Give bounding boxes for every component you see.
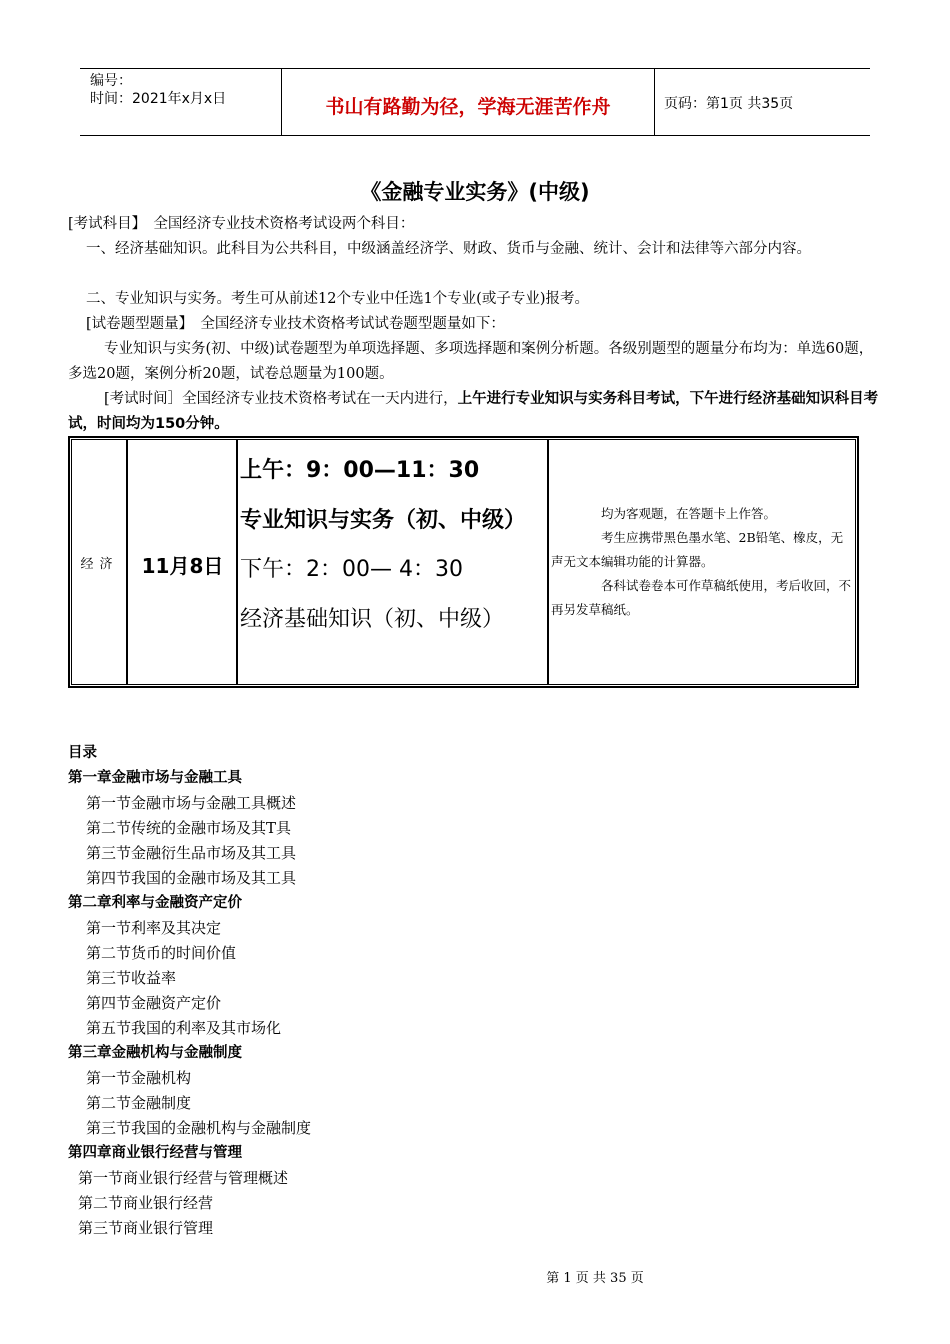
subject-two-paragraph: 二、专业知识与实务。考生可从前述12个专业中任选1个专业(或子专业)报考。 — [86, 291, 589, 307]
footer-page-number: 第 1 页 共 35 页 — [546, 1271, 644, 1286]
note-supplies: 考生应携带黑色墨水笔、2B铅笔、橡皮，无声无文本编辑功能的计算器。 — [551, 530, 844, 569]
header-time: 时间：2021年x月x日 — [90, 91, 227, 107]
question-types-paragraph: [试卷题型题量】 全国经济专业技术资格考试试卷题型题量如下： — [86, 316, 505, 332]
toc-chapter: 第二章利率与金融资产定价 — [68, 895, 242, 911]
toc-section: 第一节金融机构 — [86, 1069, 192, 1087]
toc-section: 第二节传统的金融市场及其T具 — [86, 819, 292, 837]
note-scratch-paper: 各科试卷卷本可作草稿纸使用，考后收回，不再另发草稿纸。 — [551, 578, 852, 617]
afternoon-subject: 经济基础知识（初、中级） — [240, 606, 505, 632]
header-motto: 书山有路勤为径，学海无涯苦作舟 — [325, 96, 611, 118]
toc-section: 第四节金融资产定价 — [86, 994, 222, 1012]
toc-section: 第三节金融衍生品市场及其工具 — [86, 844, 297, 862]
page-footer — [0, 1267, 950, 1286]
table-column-divider — [236, 439, 238, 685]
toc-chapter: 第四章商业银行经营与管理 — [68, 1145, 242, 1161]
toc-chapter: 第三章金融机构与金融制度 — [68, 1045, 242, 1061]
morning-time: 上午：9：00—11：30 — [240, 458, 480, 483]
table-cell-schedule — [240, 446, 545, 644]
toc-chapter: 第一章金融市场与金融工具 — [68, 770, 242, 786]
header-top-rule — [80, 68, 870, 69]
toc-section: 第二节金融制度 — [86, 1094, 192, 1112]
exam-subjects-paragraph: [考试科目】 全国经济专业技术资格考试设两个科目： — [68, 216, 415, 232]
question-distribution-paragraph: 专业知识与实务(初、中级)试卷题型为单项选择题、多项选择题和案例分析题。各级别题型的题量分布均为：单选60题，多选20题，案例分析20题，试卷总题量为100题。 — [68, 341, 874, 382]
toc-section: 第二节货币的时间价值 — [86, 944, 237, 962]
table-of-contents — [68, 741, 768, 1241]
toc-section: 第三节商业银行管理 — [78, 1219, 214, 1237]
header-number: 编号： — [90, 73, 132, 89]
header-bottom-rule — [80, 135, 870, 136]
subject-one-paragraph: 一、经济基础知识。此科目为公共科目，中级涵盖经济学、财政、货币与金融、统计、会计和法律等六部分内容。 — [86, 241, 811, 257]
table-cell-date: 11月8日 — [141, 554, 224, 578]
toc-section: 第一节金融市场与金融工具概述 — [86, 794, 297, 812]
toc-section: 第三节收益率 — [86, 969, 177, 987]
toc-section: 第一节商业银行经营与管理概述 — [78, 1169, 289, 1187]
exam-time-lead: [考试时间］全国经济专业技术资格考试在一天内进行， — [104, 391, 458, 407]
morning-subject: 专业知识与实务（初、中级） — [240, 507, 527, 533]
table-cell-notes — [551, 502, 851, 622]
toc-section: 第一节利率及其决定 — [86, 919, 222, 937]
afternoon-time: 下午：2：00— 4：30 — [240, 557, 463, 582]
table-cell-subject: 经济 — [80, 557, 119, 572]
toc-section: 第五节我国的利率及其市场化 — [86, 1019, 282, 1037]
toc-heading: 目录 — [68, 745, 97, 761]
header-divider-right — [654, 68, 655, 135]
toc-section: 第四节我国的金融市场及其工具 — [86, 869, 297, 887]
document-title: 《金融专业实务》(中级) — [360, 180, 590, 204]
header-page-number: 页码：第1页 共35页 — [664, 96, 794, 112]
exam-time-paragraph — [68, 387, 883, 437]
toc-section: 第二节商业银行经营 — [78, 1194, 214, 1212]
toc-section: 第三节我国的金融机构与金融制度 — [86, 1119, 312, 1137]
table-column-divider — [547, 439, 549, 685]
note-objective: 均为客观题，在答题卡上作答。 — [601, 506, 777, 521]
exam-time-emphasis: 上午进行专业知识与实务科目考试，下午进行经济基础知识科目考试，时间均为150分钟。 — [68, 391, 879, 432]
